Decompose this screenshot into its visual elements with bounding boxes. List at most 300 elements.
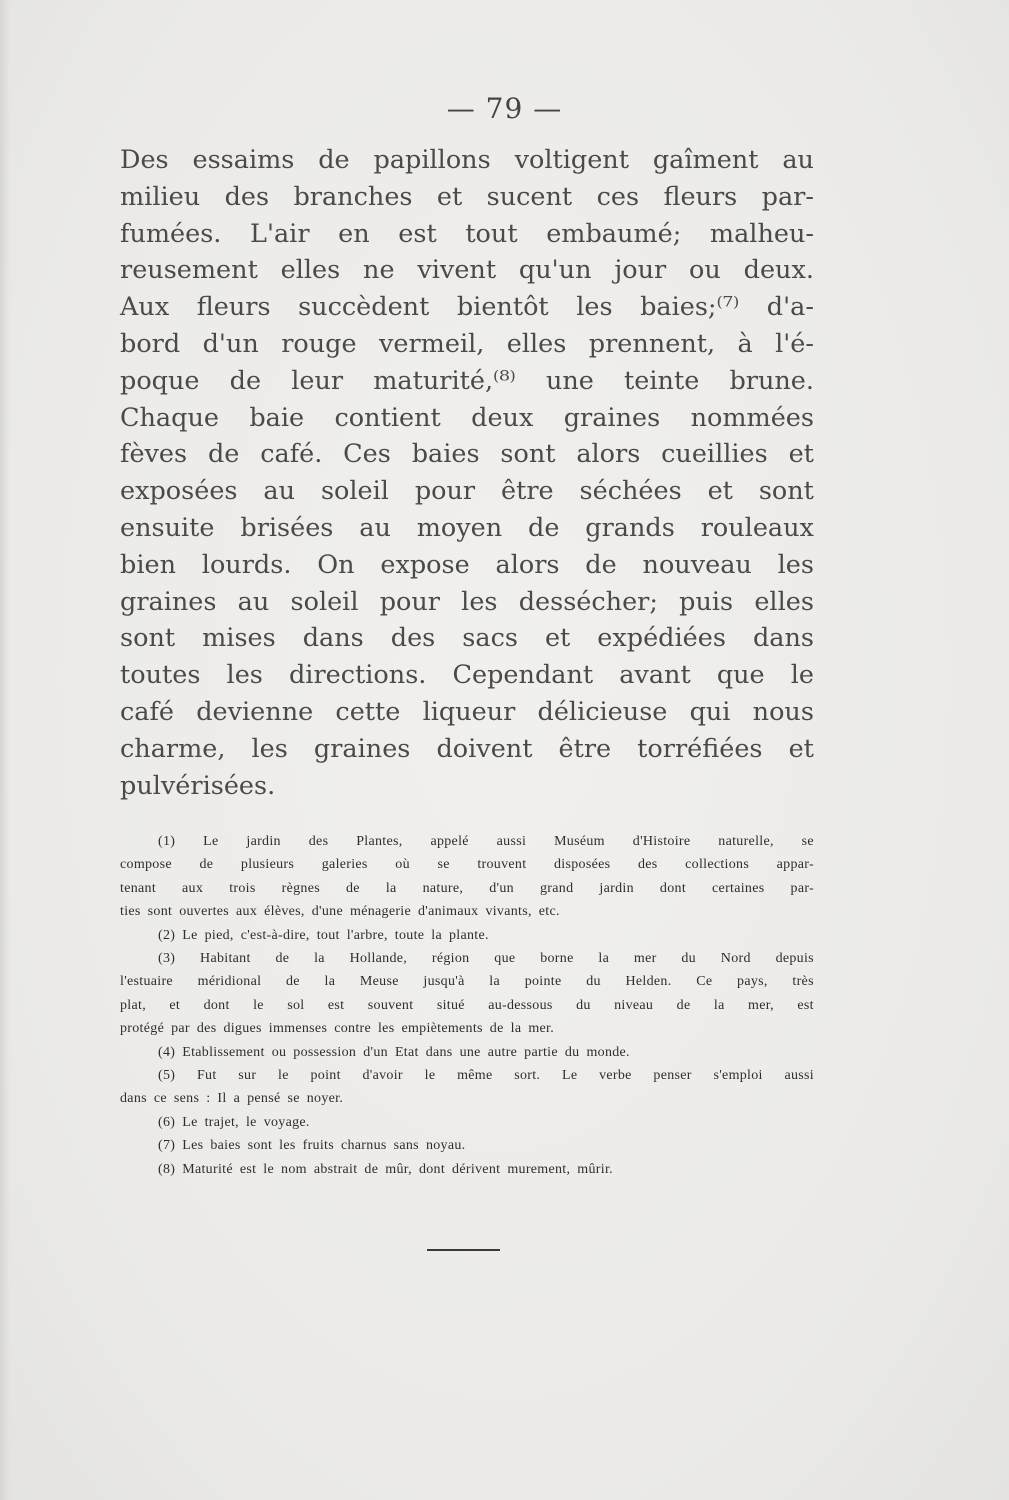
body-word: liqueur [422,696,516,727]
footnote-word: aussi [496,834,527,849]
footnote-word: noyer. [306,1091,344,1107]
footnote-word: plante. [449,927,489,943]
footnote-word: dans [120,1091,147,1107]
footnote-word: niveau [614,997,654,1013]
footnote-word: empiètements [401,1021,483,1037]
body-word: vivent [417,255,497,286]
body-word: de [528,512,560,543]
body-word: être [501,476,554,507]
body-word: puis [679,586,734,617]
footnote-word: galeries [321,857,368,873]
footnote-word: dont [418,1161,446,1177]
footnote-word: trois [229,880,256,896]
body-word: dans [302,623,364,654]
body-word: essaims [192,145,295,175]
footnote-word: : [206,1091,211,1107]
body-word: et [788,733,814,764]
footnote-word: au-dessous [488,997,553,1013]
body-word: délicieuse [537,696,668,727]
body-line [120,400,814,437]
body-word: cette [335,696,401,727]
footnote-word: ties [120,904,141,920]
footnote-word: mûr, [385,1161,412,1177]
footnote-word: certaines [712,880,765,896]
body-word: ces [596,181,640,212]
body-word: ne [363,255,395,286]
footnote-word: situé [436,997,465,1013]
footnote-word: appelé [430,834,469,849]
body-word: au [359,512,391,543]
footnote-word: ou [271,1044,287,1060]
body-word: nous [752,696,814,727]
body-word: graines [120,586,217,617]
footnote-word: des [308,834,329,849]
footnote-word: autre [487,1044,518,1060]
footnote-word: Nord [720,951,751,967]
body-word: bord [120,328,181,359]
body-word: torréfiées [637,733,763,764]
footnote-word: des [637,857,658,873]
footnote-line [120,877,814,900]
footnote-word: même [457,1068,493,1084]
body-word: Cependant [452,660,594,691]
body-word: graines [563,402,661,433]
body-line [120,142,814,179]
body-line [120,289,814,326]
footnote-word: aux [236,904,258,920]
body-line [120,510,814,547]
footnote-word: sont [247,1138,273,1154]
body-word: expose [380,549,470,580]
body-word: séchées [579,476,682,507]
page-number: — 79 — [446,92,563,125]
footnote-word: souvent [367,997,414,1013]
body-word: ensuite [120,512,215,543]
body-word: leur [291,365,344,396]
body-word: les [226,660,263,691]
footnote-word: Le [182,927,198,943]
body-line [120,584,814,621]
body-word: et [436,181,463,212]
footnote-word: (5) [158,1068,176,1084]
body-line [120,768,814,805]
body-word: des [390,623,436,654]
body-word: de [585,549,617,580]
footnote-word: très [792,974,814,990]
body-word: sont [500,439,556,470]
footnote-word: par [171,1021,190,1037]
footnote-word: trouvent [477,857,527,873]
footnote-line [120,994,814,1017]
footnote-word: abstrait [313,1161,358,1177]
body-word: elles [506,328,567,359]
footnote-word: trajet, [204,1114,239,1130]
footnote-word: Etat [394,1044,419,1060]
footnote-word: Maturité [182,1161,233,1177]
footnote-word: plat, [120,997,146,1013]
body-word: sont [758,476,814,507]
body-word: fleurs [196,292,271,323]
footnote-word: méridional [197,974,262,990]
body-word: deux. [743,255,814,286]
body-line [120,363,814,400]
footnote-word: borne [540,951,574,967]
body-word: deux [471,402,534,433]
footnote-word: sans [393,1138,419,1154]
footnote-word: de [285,974,300,990]
footnote-word: d'animaux [418,904,479,920]
footnote-word: sort. [514,1068,541,1084]
footnote-word: ménagerie [350,904,411,920]
footnote-word: dont [659,880,687,896]
footnote-word: ouvertes [179,904,230,920]
body-word: bien [120,549,176,580]
footnote-word: règnes [281,880,320,896]
body-word: Des [120,145,169,175]
footnote-word: du [564,1044,580,1060]
footnote-word: (3) [158,951,176,967]
body-word: elles [754,586,814,617]
body-word: On [317,549,355,580]
footnote-line [120,1111,814,1134]
footnote-word: (7) [158,1138,176,1154]
body-word: succèdent [298,292,430,323]
footnote-word: par- [790,880,814,896]
footnote-word: le [424,1068,436,1084]
footnote-word: et [169,997,181,1013]
footnote-line [120,1158,814,1181]
footnote-word: jardin [599,880,634,896]
body-word: fèves [120,439,188,470]
body-word: contient [334,402,441,433]
body-word: cueillies [661,439,768,470]
footnote-word: du [576,997,591,1013]
body-word: pour [379,586,440,617]
footnote-word: s'emploi [713,1068,763,1084]
footnote-word: dérivent [452,1161,501,1177]
body-word: rouleaux [700,512,814,543]
body-word: qui [689,696,731,727]
footnote-word: collections [685,857,750,873]
footnote-word: Le [203,834,219,849]
footnote-word: jusqu'à [423,974,465,990]
body-word: les [576,292,613,323]
footnote-word: tenant [120,880,157,896]
body-word: brune. [729,365,814,396]
body-word: l'é- [775,328,814,359]
body-word: fleurs [663,181,738,212]
body-word: café [120,696,175,727]
footnote-line [120,1041,814,1064]
footnote-word: sol [287,997,305,1013]
footnote-word: d'avoir [362,1068,403,1084]
body-word: soleil [290,586,359,617]
body-word: au [782,145,814,175]
body-word: poque [120,365,200,396]
footnote-word: est [327,997,345,1013]
footnote-word: pied, [204,927,234,943]
body-word: moyen [416,512,503,543]
footnote-word: les [377,1021,395,1037]
footnote-line [120,1017,814,1040]
footnote-word: est [797,997,814,1013]
footnote-word: Le [561,1068,578,1084]
footnote-word: la [431,927,442,943]
footnote-word: nature, [422,880,464,896]
body-word: sucent [486,181,573,212]
body-word: une [545,365,594,396]
footnote-word: Ce [696,974,713,990]
body-word: d'a- [766,292,814,323]
footnote-word: partie [524,1044,558,1060]
body-line [120,216,814,253]
body-word: Chaque [120,402,219,433]
body-line [120,436,814,473]
footnote-word: pointe [524,974,562,990]
footnote-word: Il [217,1091,227,1107]
body-word: devienne [196,696,314,727]
body-word: alors [576,439,641,470]
body-word: que [716,660,765,691]
body-word: doivent [436,733,533,764]
footnote-word: Etablissement [182,1044,265,1060]
footnote-word: l'arbre, [346,927,388,943]
body-word: alors [495,549,560,580]
footnote-word: naturelle, [718,834,774,849]
footnote-word: une [459,1044,481,1060]
footnote-word: Les [182,1138,204,1154]
body-word: mises [202,623,276,654]
body-word: jour [614,255,667,286]
footnote-word: voyage. [263,1114,310,1130]
body-word: malheu- [709,218,814,249]
footnote-word: le [263,1161,275,1177]
footnote-word: vivants, [485,904,532,920]
body-word: voltigent [514,145,629,175]
body-word: sont [120,623,176,654]
body-word: bientôt [456,292,549,323]
body-word: papillons [373,145,491,175]
body-word: teinte [624,365,700,396]
footnote-line [120,830,814,853]
footnote-word: nom [281,1161,307,1177]
body-word: des [224,181,270,212]
footnote-word: d'un [363,1044,388,1060]
footnote-line [120,900,814,923]
footnote-word: sont [147,904,173,920]
body-line [120,694,814,731]
body-word: nommées [690,402,814,433]
footnote-word: le [245,1114,257,1130]
footnote-word: aussi [784,1068,814,1084]
footnote-word: des [196,1021,217,1037]
footnote-word: depuis [775,951,814,967]
body-word: les [461,586,498,617]
body-word: exposées [120,476,238,507]
body-word: soleil [320,476,389,507]
footnote-word: Plantes, [356,834,403,849]
body-word: nouveau [642,549,752,580]
footnote-word: baies [210,1138,241,1154]
binding-edge-shadow [0,0,10,1500]
footnote-word: que [494,951,516,967]
footnote-word: grand [540,880,574,896]
body-word: avant [619,660,691,691]
footnote-word: (8) [158,1161,176,1177]
footnote-word: la [314,951,325,967]
footnote-line [120,947,814,970]
body-word: toutes [120,660,201,691]
footnote-word: compose [120,857,172,873]
footnote-word: etc. [538,904,560,920]
footnote-word: mer. [528,1021,555,1037]
footnote-line [120,924,814,947]
body-line [120,179,814,216]
body-word: le [790,660,814,691]
footnote-word: (6) [158,1114,176,1130]
body-word: baie [249,402,305,433]
footnote-word: sens [173,1091,200,1107]
footnote-word: Fut [196,1068,217,1084]
body-word: elles [280,255,341,286]
body-word: brisées [240,512,334,543]
body-word: au [237,586,270,617]
footnote-word: région [431,951,470,967]
footnote-word: pensé [247,1091,281,1107]
body-word: pour [414,476,476,507]
footnote-word: noyau. [425,1138,466,1154]
body-word: milieu [120,181,201,212]
footnote-word: pays, [737,974,768,990]
footnote-word: de [199,857,214,873]
footnote-word: disposées [554,857,611,873]
footnotes [120,830,814,1181]
footnote-word: où [395,857,410,873]
body-word: rouge [281,328,357,359]
body-line [120,326,814,363]
footnote-word: sur [238,1068,257,1084]
footnote-word: le [278,1068,289,1084]
footnote-line [120,1134,814,1157]
body-word: les [251,733,288,764]
footnote-word: a [233,1091,241,1107]
footnote-word: la [324,974,336,990]
body-line [120,473,814,510]
footnote-word: toute [394,927,425,943]
body-word: charme, [120,733,226,764]
footnote-word: Hollande, [349,951,408,967]
footnote-word: digues [223,1021,262,1037]
footnote-word: est [239,1161,257,1177]
footnote-word: le [253,997,264,1013]
body-word: d'un [202,328,259,359]
body-word: Ces [343,439,391,470]
footnote-word: la [713,997,725,1013]
body-word: baies [411,439,480,470]
body-word: au [263,476,296,507]
body-word: et [544,623,571,654]
body-word: maturité,⁽⁸⁾ [373,365,516,396]
footnote-word: jardin [246,834,281,849]
footnote-word: de [346,880,360,896]
body-word: Aux [120,292,170,323]
body-word: à [737,328,753,359]
footnote-word: d'un [489,880,514,896]
body-word: vermeil, [379,328,485,359]
footnote-word: mûrir. [577,1161,613,1177]
body-word: de [229,365,262,396]
body-word: est [398,218,437,249]
body-word: prennent, [588,328,716,359]
footnote-word: dont [203,997,230,1013]
footnote-word: Meuse [359,974,399,990]
body-word: pulvérisées. [120,770,276,801]
footnote-word: Habitant [200,951,251,967]
body-word: lourds. [201,549,292,580]
footnote-word: plusieurs [240,857,295,873]
footnote-line [120,1087,814,1110]
footnote-word: la [598,951,610,967]
footnote-word: se [287,1091,300,1107]
footnote-word: verbe [599,1068,632,1084]
footnote-word: protégé [120,1021,165,1037]
footnote-word: ce [153,1091,167,1107]
footnote-word: point [310,1068,341,1084]
footnote-word: Le [182,1114,198,1130]
body-word: reusement [120,255,258,286]
body-word: tout [465,218,518,249]
footnote-word: (1) [158,834,176,849]
body-word: grands [585,512,675,543]
footnote-word: se [437,857,450,873]
footnote-word: Muséum [554,834,605,849]
body-word: graines [313,733,411,764]
body-word: baies;⁽⁷⁾ [640,292,740,323]
body-word: expédiées [597,623,726,654]
body-word: de [318,145,350,175]
footnote-line [120,853,814,876]
footnote-word: les [279,1138,296,1154]
footnote-word: fruits [302,1138,334,1154]
footnote-word: c'est-à-dire, [240,927,310,943]
footnote-word: penser [653,1068,692,1084]
footnote-word: aux [182,880,204,896]
body-word: branches [293,181,413,212]
body-word: embaumé; [546,218,682,249]
body-word: de [207,439,240,470]
body-line [120,547,814,584]
body-line [120,657,814,694]
body-word: dans [752,623,814,654]
body-word: être [558,733,612,764]
footnote-line [120,970,814,993]
footnote-word: d'une [311,904,343,920]
footnote-word: contre [334,1021,371,1037]
body-word: fumées. [120,218,222,249]
body-word: et [707,476,733,507]
footnote-word: dans [425,1044,453,1060]
footnote-word: l'estuaire [120,974,173,990]
body-word: directions. [288,660,427,691]
footnote-word: mer, [748,997,774,1013]
footnote-word: immenses [268,1021,328,1037]
footnote-word: d'Histoire [632,834,691,849]
footnote-word: de [275,951,290,967]
body-word: par- [761,181,814,212]
body-word: les [777,549,814,580]
footnote-word: de [364,1161,379,1177]
body-word: en [338,218,370,249]
